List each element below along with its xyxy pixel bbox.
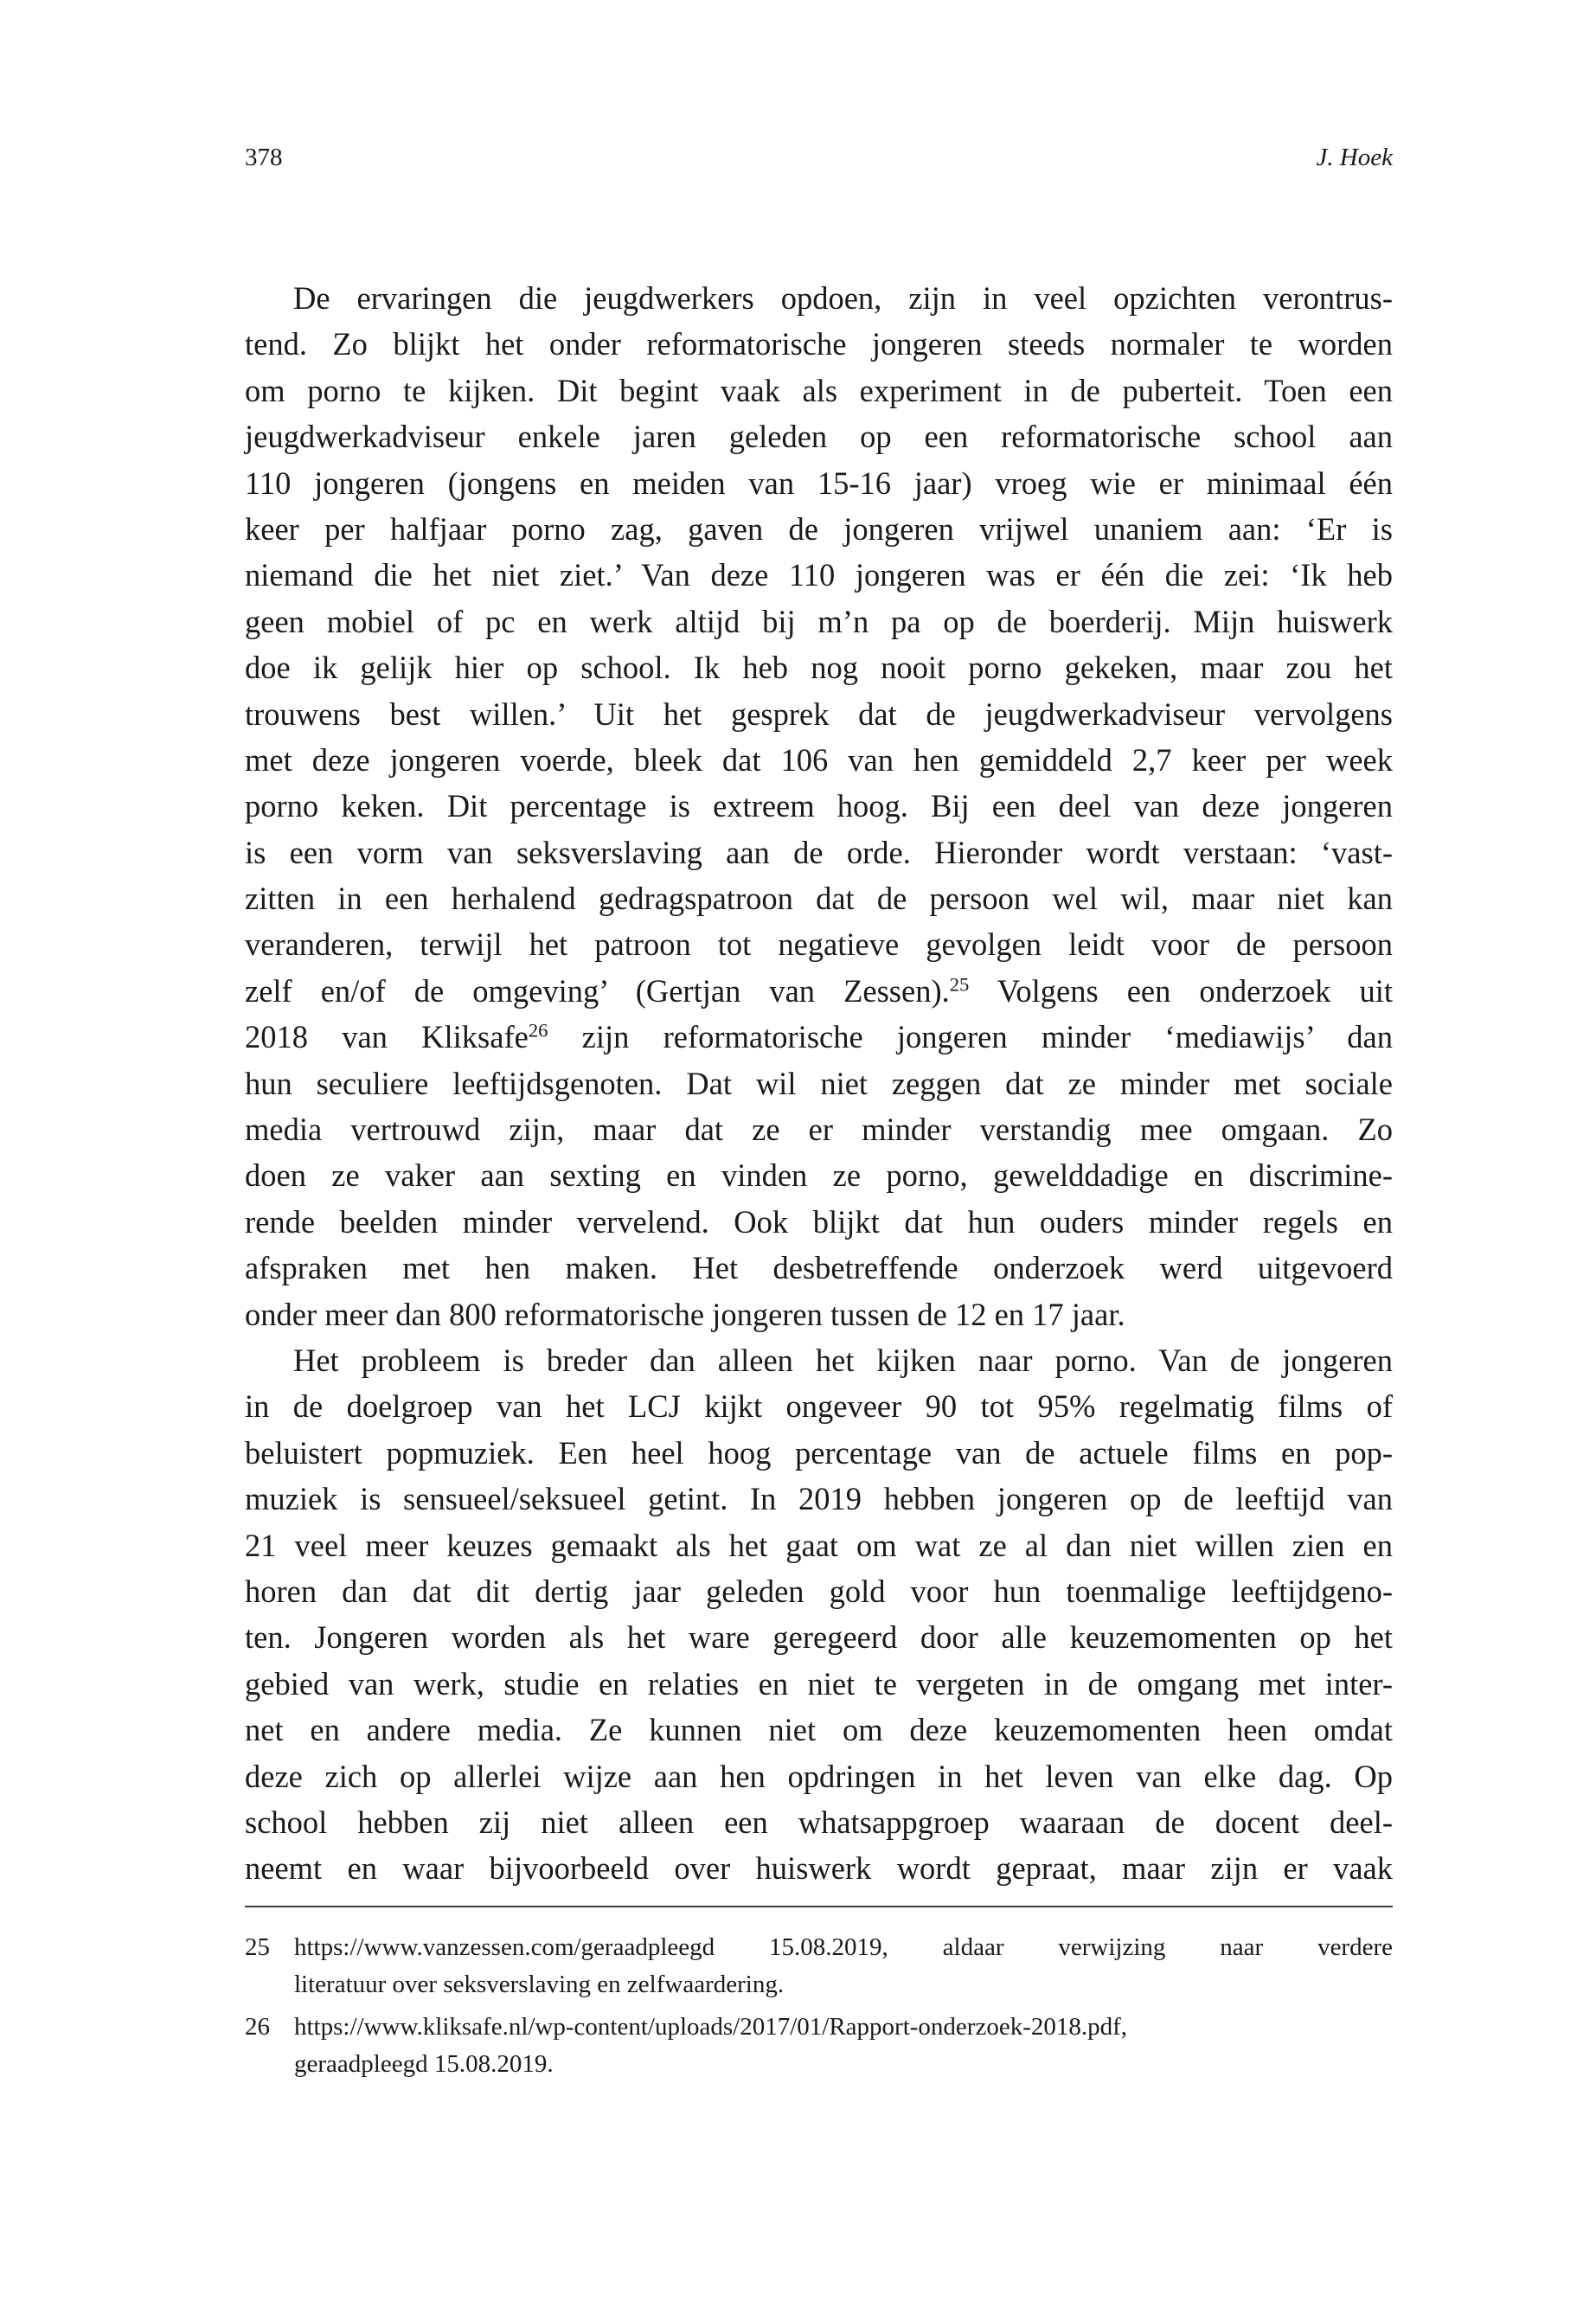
text-line: jeugdwerkadviseur enkele jaren geleden op een reformatorische school aan: [245, 419, 1393, 455]
text-line: doe ik gelijk hier op school. Ik heb nog nooit porno gekeken, maar zou het: [245, 650, 1393, 686]
text-line: school hebben zij niet alleen een whatsappgroep waaraan de docent deel-: [245, 1804, 1393, 1840]
text-line: porno keken. Dit percentage is extreem hoog. Bij een deel van deze jongeren: [245, 788, 1393, 824]
footnote-25: [245, 1929, 1393, 2003]
text-line: hun seculiere leeftijdsgenoten. Dat wil niet zeggen dat ze minder met sociale: [245, 1065, 1393, 1101]
text-line: media vertrouwd zijn, maar dat ze er minder verstandig mee omgaan. Zo: [245, 1112, 1393, 1148]
footnote-url-line[interactable]: https://www.vanzessen.com/geraadpleegd 15.08.2019, aldaar verwijzing naar verdere: [294, 1933, 1393, 1961]
text-line: rende beelden minder vervelend. Ook blijkt dat hun ouders minder regels en: [245, 1203, 1393, 1240]
running-author: J. Hoek: [1316, 144, 1393, 171]
footnote-url-line[interactable]: https://www.kliksafe.nl/wp-content/uploads/2017/01/Rapport-onderzoek-2018.pdf,: [294, 2013, 1128, 2041]
text-line: met deze jongeren voerde, bleek dat 106 van hen gemiddeld 2,7 keer per week: [245, 741, 1393, 778]
text-line: deze zich op allerlei wijze aan hen opdringen in het leven van elke dag. Op: [245, 1758, 1393, 1794]
footnote-26: [245, 2009, 1393, 2083]
text-line: Het probleem is breder dan alleen het kijken naar porno. Van de jongeren: [293, 1342, 1393, 1378]
text-line: keer per halfjaar porno zag, gaven de jongeren vrijwel unaniem aan: ‘Er is: [245, 510, 1393, 547]
text-line: muziek is sensueel/seksueel getint. In 2019 hebben jongeren op de leeftijd van: [245, 1481, 1393, 1517]
text-line: De ervaringen die jeugdwerkers opdoen, zijn in veel opzichten verontrus-: [293, 280, 1393, 316]
footnote-text-line: geraadpleegd 15.08.2019.: [294, 2050, 554, 2078]
footnote-divider: [245, 1906, 1393, 1907]
text-line: neemt en waar bijvoorbeeld over huiswerk wordt gepraat, maar zijn er vaak: [245, 1850, 1393, 1887]
text-line: afspraken met hen maken. Het desbetreffende onderzoek werd uitgevoerd: [245, 1250, 1393, 1286]
text-line: onder meer dan 800 reformatorische jongeren tussen de 12 en 17 jaar.: [245, 1296, 1125, 1332]
text-line: 110 jongeren (jongens en meiden van 15-16 jaar) vroeg wie er minimaal één: [245, 465, 1393, 501]
text-line: horen dan dat dit dertig jaar geleden gold voor hun toenmalige leeftijdgeno-: [245, 1573, 1393, 1609]
running-header: [245, 138, 1393, 176]
text-line: geen mobiel of pc en werk altijd bij m’n pa op de boerderij. Mijn huiswerk: [245, 603, 1393, 639]
text-line: om porno te kijken. Dit begint vaak als experiment in de puberteit. Toen een: [245, 372, 1393, 408]
text-line: beluistert popmuziek. Een heel hoog percentage van de actuele films en pop-: [245, 1434, 1393, 1471]
paragraph-2: [245, 1337, 1393, 1892]
text-line: [245, 1014, 1393, 1060]
text-line: veranderen, terwijl het patroon tot negatieve gevolgen leidt voor de persoon: [245, 926, 1393, 963]
text-line: 21 veel meer keuzes gemaakt als het gaat om wat ze al dan niet willen zien en: [245, 1527, 1393, 1563]
text-line: is een vorm van seksverslaving aan de orde. Hieronder wordt verstaan: ‘vast-: [245, 834, 1393, 870]
text-line: net en andere media. Ze kunnen niet om deze keuzemomenten heen omdat: [245, 1712, 1393, 1748]
text-segment: Volgens een onderzoek uit: [969, 972, 1393, 1009]
footnote-number: 26: [245, 2013, 270, 2041]
text-line: trouwens best willen.’ Uit het gesprek dat de jeugdwerkadviseur vervolgens: [245, 695, 1393, 732]
text-segment: zijn reformatorische jongeren minder ‘mediawijs’ dan: [548, 1019, 1393, 1055]
footnote-ref-25[interactable]: 25: [949, 973, 970, 996]
text-segment: zelf en/of de omgeving’ (Gertjan van Zessen).: [245, 972, 950, 1009]
text-line: ten. Jongeren worden als het ware geregeerd door alle keuzemomenten op het: [245, 1619, 1393, 1656]
text-line: gebied van werk, studie en relaties en niet te vergeten in de omgang met inter-: [245, 1665, 1393, 1702]
text-line: doen ze vaker aan sexting en vinden ze porno, gewelddadige en discrimine-: [245, 1157, 1393, 1194]
footnote-text-line: literatuur over seksverslaving en zelfwaardering.: [294, 1971, 785, 1998]
text-segment: 2018 van Kliksafe: [245, 1019, 529, 1055]
text-line: tend. Zo blijkt het onder reformatorische jongeren steeds normaler te worden: [245, 326, 1393, 362]
text-line: in de doelgroep van het LCJ kijkt ongeveer 90 tot 95% regelmatig films of: [245, 1388, 1393, 1425]
body-text: [245, 275, 1393, 1892]
paragraph-1: [245, 275, 1393, 1337]
text-line: zitten in een herhalend gedragspatroon dat de persoon wel wil, maar niet kan: [245, 881, 1393, 917]
text-line: [245, 968, 1393, 1014]
footnote-number: 25: [245, 1933, 270, 1961]
page-number: 378: [245, 144, 283, 171]
text-line: niemand die het niet ziet.’ Van deze 110 jongeren was er één die zei: ‘Ik heb: [245, 557, 1393, 593]
footnotes: [245, 1929, 1393, 2088]
footnote-ref-26[interactable]: 26: [528, 1019, 548, 1042]
